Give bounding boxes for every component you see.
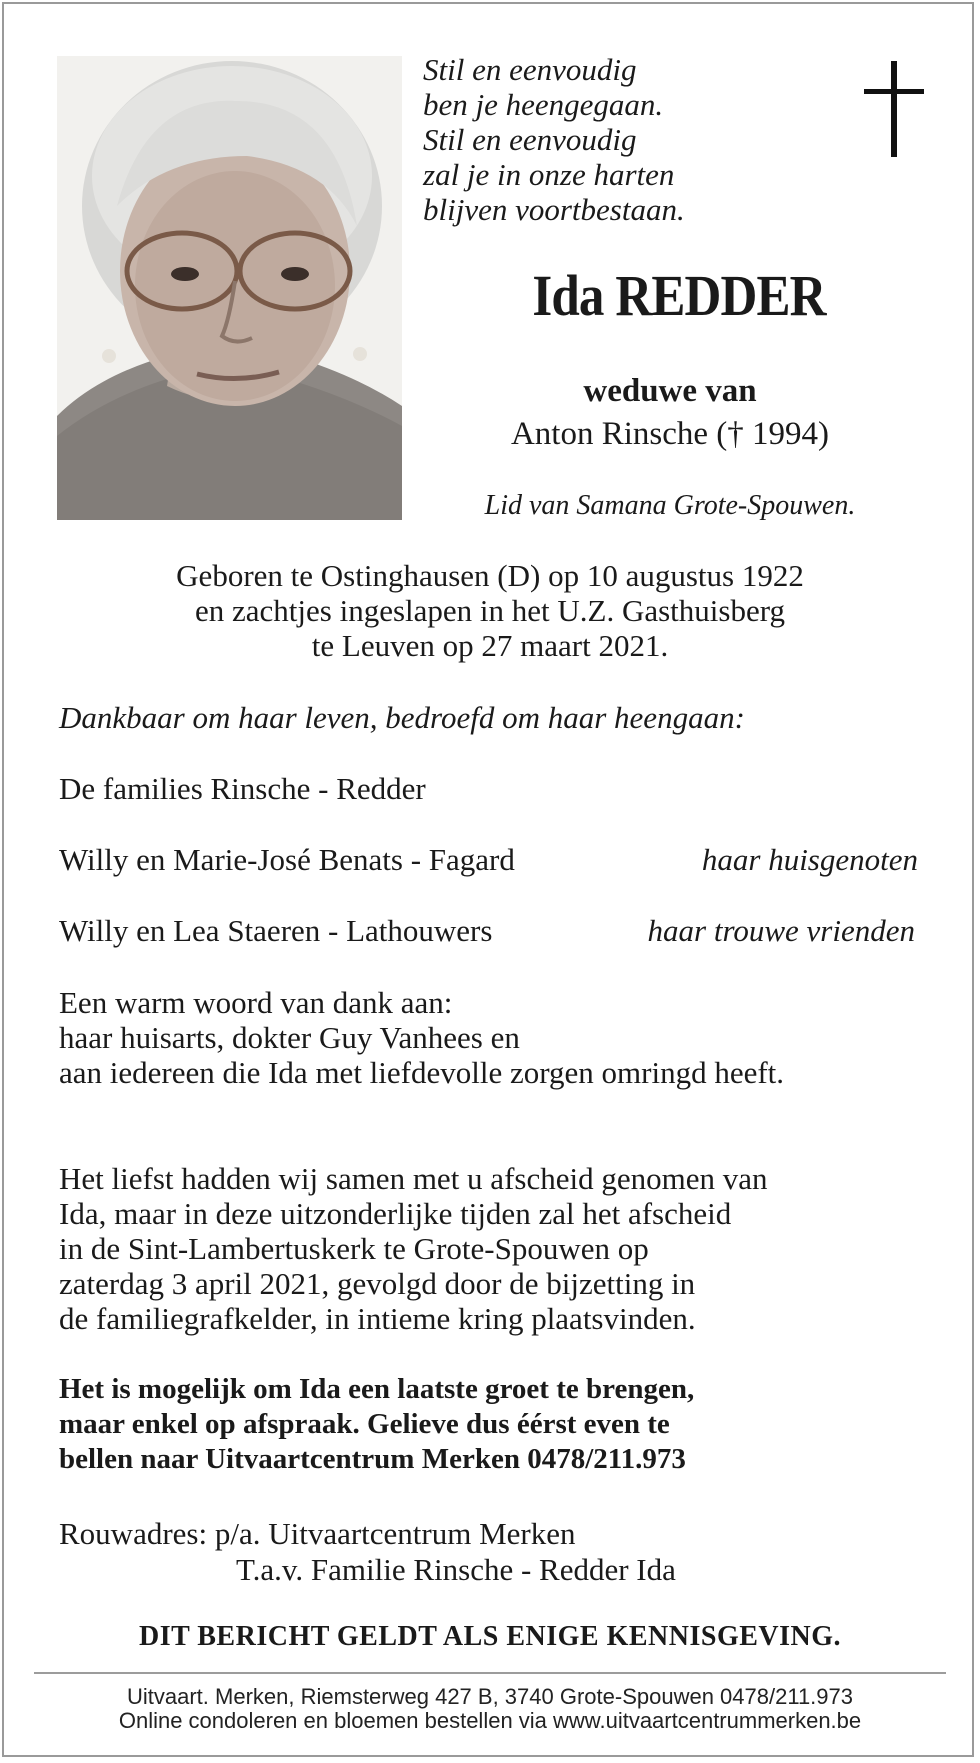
ceremony-line: Ida, maar in deze uitzonderlijke tijden zal het afscheid [59,1196,732,1231]
membership: Lid van Samana Grote-Spouwen. [484,490,856,521]
birth-death-line: te Leuven op 27 maart 2021. [311,628,669,663]
thanks-line: aan iedereen die Ida met liefdevolle zorgen omringd heeft. [59,1055,785,1090]
ceremony-line: zaterdag 3 april 2021, gevolgd door de bijzetting in [59,1266,696,1301]
divider [34,1672,946,1674]
footer-website: Online condoleren en bloemen bestellen via www.uitvaartcentrummerken.be [118,1708,862,1733]
thanks-line: haar huisarts, dokter Guy Vanhees en [59,1020,520,1055]
mourning-address-line1: Rouwadres: p/a. Uitvaartcentrum Merken [59,1516,576,1551]
visit-line: maar enkel op afspraak. Gelieve dus éérst even te [59,1408,670,1440]
friends-relation: haar trouwe vrienden [647,913,915,948]
footer-address: Uitvaart. Merken, Riemsterweg 427 B, 3740 Grote-Spouwen 0478/211.973 [127,1684,853,1709]
poem-line: blijven voortbestaan. [423,192,685,227]
poem-line: Stil en eenvoudig [423,122,637,157]
birth-death-line: Geboren te Ostinghausen (D) op 10 augustus 1922 [176,558,804,593]
cross-icon [864,61,924,161]
deceased-name: Ida REDDER [532,263,826,328]
footer [40,1685,940,1733]
notice: DIT BERICHT GELDT ALS ENIGE KENNISGEVING. [138,1621,842,1652]
mourners-families: De families Rinsche - Redder [59,771,426,806]
housemates-names: Willy en Marie-José Benats - Fagard [59,842,515,877]
visit-info [59,1372,694,1477]
ceremony-line: Het liefst hadden wij samen met u afscheid genomen van [59,1161,768,1196]
housemates-relation: haar huisgenoten [701,842,918,877]
ceremony-line: de familiegrafkelder, in intieme kring plaatsvinden. [59,1301,696,1336]
poem-line: ben je heengegaan. [423,87,664,122]
ceremony-info [59,1161,767,1336]
widow-of [420,370,920,456]
visit-line: Het is mogelijk om Ida een laatste groet te brengen, [59,1373,695,1405]
poem [423,52,803,227]
birth-death-info [40,558,940,663]
portrait-photo [57,56,402,520]
portrait-illustration [57,56,402,520]
thanks-line: Een warm woord van dank aan: [59,985,453,1020]
mourning-address-line2: T.a.v. Familie Rinsche - Redder Ida [236,1552,676,1587]
ceremony-line: in de Sint-Lambertuskerk te Grote-Spouwen op [59,1231,649,1266]
visit-line: bellen naar Uitvaartcentrum Merken 0478/211.973 [59,1443,686,1475]
spouse-name: Anton Rinsche († 1994) [510,416,830,452]
friends-names: Willy en Lea Staeren - Lathouwers [59,913,493,948]
poem-line: zal je in onze harten [423,157,675,192]
thanks [59,985,784,1090]
widow-label: weduwe van [583,373,757,409]
poem-line: Stil en eenvoudig [423,52,637,87]
mourners-intro: Dankbaar om haar leven, bedroefd om haar heengaan: [59,700,745,735]
birth-death-line: en zachtjes ingeslapen in het U.Z. Gasthuisberg [195,593,785,628]
